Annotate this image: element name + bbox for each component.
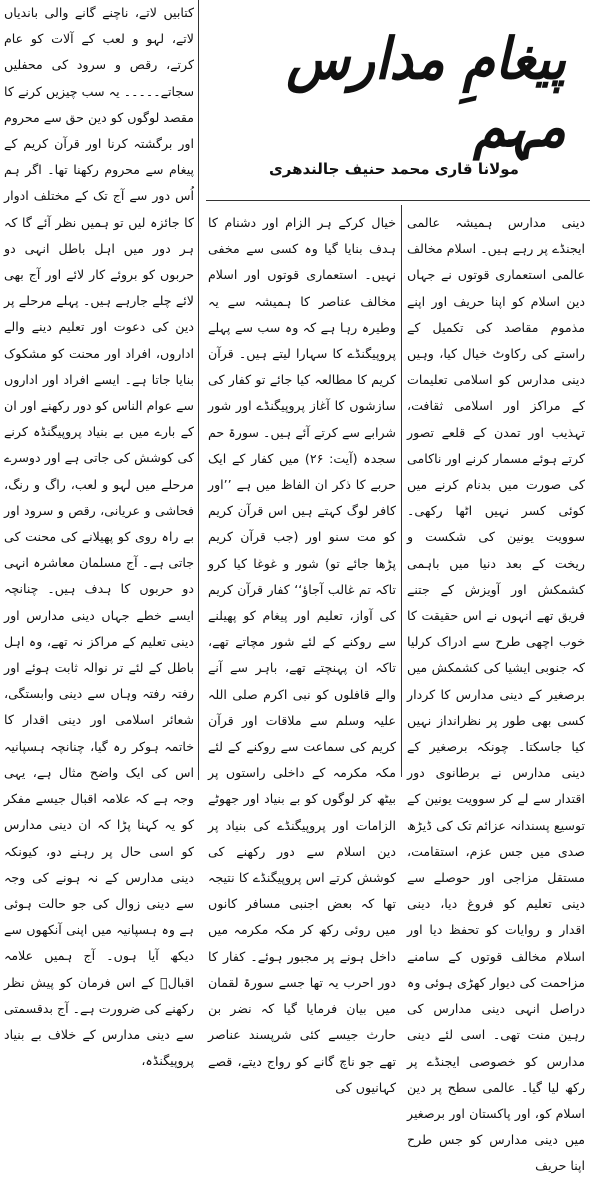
headline-area — [206, 2, 590, 161]
headline-divider — [206, 200, 590, 201]
article-column-left — [4, 0, 194, 1069]
article-column-right — [407, 210, 585, 1174]
column-text: کتابیں لاتے، ناچنے گانے والی باندیاں لاتے، لہو و لعب کے آلات کو عام کرتے، رقص و سرود کی محفلیں سجاتے۔۔۔۔۔ یہ سب چیزیں کرنے کا مقصد لوگوں کو دین حق سے محروم اور برگشتہ کرنا اور قرآن کریم کے پیغام سے محروم رکھنا تھا۔ اگر ہم اُس دور سے آج تک کے مختلف ادوار کا جائزہ لیں تو ہمیں نظر آئے گا کہ ہر دور میں اہل باطل انہی دو حربوں کو بروئے کار لائے اور آج بھی لائے چلے جارہے ہیں۔ پہلے مرحلے پر دین کی دعوت اور تعلیم دینے والے اداروں، افراد اور محنت کو مشکوک بنایا جاتا ہے۔ ایسے افراد اور اداروں سے عوام الناس کو دور رکھنے اور ان کے بارے میں بے بنیاد پروپیگنڈہ کرنے کی کوشش کی جاتی ہے اور دوسرے مرحلے میں لہو و لعب، راگ و رنگ، فحاشی و عریانی، رقص و سرود اور بے راہ روی کو پھیلانے کی محنت کی جاتی ہے۔ آج مسلمان معاشرہ انہی دو حربوں کا ہدف ہیں۔ چنانچہ ایسے خطے جہاں دینی مدارس اور دینی تعلیم کے مراکز نہ تھے، وہ اہل باطل کے لئے تر نوالہ ثابت ہوئے اور رفتہ رفتہ وہاں سے دینی وابستگی، شعائر اسلامی اور دینی اقدار کا خاتمہ ہوکر رہ گیا، چنانچہ ہسپانیہ اس کی ایک واضح مثال ہے، یہی وجہ ہے کہ علامہ اقبال جیسے مفکر کو یہ کہنا پڑا کہ ان دینی مدارس کو اسی حال پر رہنے دو، کیونکہ دینی مدارس کے نہ ہونے کی وجہ سے دینی زوال کی جو حالت ہوئی ہے وہ ہسپانیہ میں اپنی آنکھوں سے دیکھ آیا ہوں۔ آج ہمیں علامہ اقبالؒ کے اس فرمان کو پیش نظر رکھنے کی ضرورت ہے۔ آج بدقسمتی سے دینی مدارس کے خلاف بے بنیاد پروپیگنڈہ، — [4, 5, 194, 1069]
article-title: پیغامِ مدارس مہم — [286, 25, 566, 161]
column-divider — [401, 205, 402, 777]
article-author: مولانا قاری محمد حنیف جالندھری — [269, 160, 519, 178]
article-column-middle — [208, 210, 396, 1095]
column-text: دینی مدارس ہمیشہ عالمی ایجنڈے پر رہے ہیں۔ اسلام مخالف عالمی استعماری قوتوں نے جہاں دین اسلام کو اپنا حریف اور اپنے مذموم مقاصد کی تکمیل کے راستے کی رکاوٹ خیال کیا، وہیں دینی مدارس کو اسلامی تعلیمات کے مراکز اور اسلامی ثقافت، تہذیب اور تمدن کے قلعے تصور کرتے ہوئے مسمار کرنے اور ناکامی کی صورت میں بدنام کرنے میں کوئی کسر نہیں اٹھا رکھی۔ سوویت یونین کی شکست و ریخت کے بعد دنیا میں باہمی کشمکش اور آویزش کے جتنے فریق تھے انہوں نے اس حقیقت کا خوب اچھی طرح سے ادراک کرلیا کہ جنوبی ایشیا کی کشمکش میں برصغیر کے دینی مدارس کا کردار کسی بھی طور پر نظرانداز نہیں کیا جاسکتا۔ چونکہ برصغیر کے دینی مدارس نے برطانوی دور اقتدار سے لے کر سوویت یونین کے توسیع پسندانہ عزائم تک کی ڈیڑھ صدی میں جس عزم، استقامت، مستقل مزاجی اور حوصلے سے دینی تعلیم کو فروغ دیا، دینی اقدار و روایات کو تحفظ دیا اور اسلام مخالف قوتوں کے سامنے مزاحمت کی دیوار کھڑی ہوئی وہ دراصل انہی دینی مدارس کی رہین منت تھی۔ اسی لئے دینی مدارس کو خصوصی ایجنڈے پر رکھ لیا گیا۔ عالمی سطح پر دین اسلام کو، اور پاکستان اور برصغیر میں دینی مدارس کو جس طرح اپنا حریف — [407, 215, 585, 1174]
column-divider — [198, 0, 199, 780]
column-text: خیال کرکے ہر الزام اور دشنام کا ہدف بنایا گیا وہ کسی سے مخفی نہیں۔ استعماری قوتوں اور اسلام مخالف عناصر کا ہمیشہ سے یہ وطیرہ رہا ہے کہ وہ سب سے پہلے پروپیگنڈے کا سہارا لیتے ہیں۔ قرآن کریم کا مطالعہ کیا جائے تو کفار کی سازشوں کا آغاز پروپیگنڈے اور شور شرابے سے کرتے آئے ہیں۔ سورۃ حم سجدہ (آیت: ۲۶) میں کفار کے ایک حربے کا ذکر ان الفاظ میں ہے ’’اور کافر لوگ کہتے ہیں اس قرآن کریم کو مت سنو اور (جب قرآن کریم پڑھا جائے تو) شور و غوغا کیا کرو تاکہ تم غالب آجاؤ‘‘ کفار قرآن کریم کی آواز، تعلیم اور پیغام کو پھیلنے سے روکنے کے لئے شور مچاتے تھے، تاکہ ان پہنچتے تھے، باہر سے آنے والے قافلوں کو نبی اکرم صلی اللہ علیہ وسلم سے ملاقات اور قرآن کریم کی سماعت سے روکنے کے لئے مکہ مکرمہ کے داخلی راستوں پر بیٹھ کر لوگوں کو بے بنیاد اور جھوٹے الزامات اور پروپیگنڈے کی بنیاد پر دین اسلام سے دور رکھنے کی کوشش کرتے اس پروپیگنڈے کا نتیجہ تھا کہ بعض اجنبی مسافر کانوں میں روئی رکھ کر مکہ مکرمہ میں داخل ہونے پر مجبور ہوئے۔ کفار کا دور احرب یہ تھا جسے سورۃ لقمان میں بیان فرمایا گیا کہ نضر بن حارث جیسے کئی شرپسند عناصر تھے جو ناچ گانے کو رواج دیتے، قصے کہانیوں کی — [208, 215, 396, 1095]
